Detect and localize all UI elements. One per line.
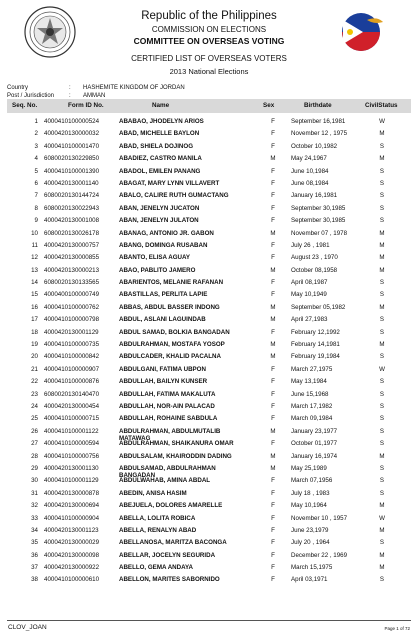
birthdate-cell: February 12,1992 [291, 328, 340, 336]
seq-cell: 38 [31, 576, 38, 584]
birthdate-cell: March 09,1984 [291, 415, 333, 423]
post-colon: : [69, 93, 71, 99]
form-id-cell: 6080020130133565 [44, 279, 100, 287]
sex-cell: F [271, 118, 275, 125]
form-id-cell: 4000410100000798 [44, 316, 100, 324]
birthdate-cell: February 19,1984 [291, 353, 340, 361]
form-id-cell: 4000410100000904 [44, 514, 100, 522]
footer-divider [7, 620, 411, 621]
sex-cell: M [270, 266, 276, 274]
form-id-cell: 4000410100001470 [44, 142, 100, 150]
sex-cell: F [271, 130, 275, 138]
name-cell: ABAD, MICHELLE BAYLON [119, 130, 200, 138]
name-cell: ABDUL, ASLANI LAGUINDAB [119, 316, 206, 324]
birthdate-cell: July 18 , 1983 [291, 489, 330, 497]
form-id-cell: 4000420130001130 [44, 464, 99, 472]
birthdate-cell: January 23,1977 [291, 427, 338, 435]
form-id-cell: 4000420130000694 [44, 502, 100, 510]
sex-cell: M [270, 452, 276, 460]
post-label: Post / Jurisdiction [7, 93, 55, 99]
birthdate-cell: February 14,1981 [291, 341, 340, 349]
seq-cell: 10 [31, 229, 38, 237]
seq-cell: 26 [31, 427, 38, 435]
table-row [0, 277, 418, 289]
form-id-cell: 4000410100001122 [44, 427, 99, 435]
birthdate-cell: May 25,1989 [291, 464, 327, 472]
form-id-cell: 4000410100000756 [44, 452, 100, 460]
footer-code: CLOV_JOAN [8, 624, 47, 631]
commission-name: COMMISSION ON ELECTIONS [151, 25, 267, 34]
birthdate-cell: April 03,1971 [291, 576, 328, 584]
civil-status-cell: M [379, 254, 385, 262]
civil-status-cell: M [379, 155, 385, 163]
seq-cell: 31 [31, 489, 38, 497]
birthdate-cell: November 07 , 1978 [291, 229, 348, 237]
name-cell: ABASTILLAS, PERLITA LAPIE [119, 291, 208, 299]
name-cell: ABABAO, JHODELYN ARIOS [119, 118, 204, 125]
sex-cell: F [271, 440, 275, 448]
seq-cell: 3 [34, 142, 38, 150]
table-row [0, 228, 418, 240]
form-id-cell: 6080020130144724 [44, 192, 100, 200]
table-row [0, 525, 418, 537]
form-id-cell: 6080020130022943 [44, 204, 100, 212]
sex-cell: F [271, 328, 275, 336]
civil-status-cell: S [379, 489, 385, 497]
form-id-cell: 4000410100001129 [44, 477, 99, 485]
civil-status-cell: S [379, 440, 385, 448]
sex-cell: M [270, 427, 276, 435]
page-number: Page 1 of 72 [384, 626, 410, 631]
name-cell: ABDULLAH, FATIMA MAKALUTA [119, 390, 216, 398]
sex-cell: F [271, 204, 275, 212]
sex-cell: F [271, 402, 275, 410]
table-row [0, 265, 418, 277]
table-row [0, 364, 418, 376]
location-info [7, 84, 411, 100]
civil-status-cell: M [379, 303, 385, 311]
civil-status-cell: S [379, 378, 385, 386]
name-cell: ABARIENTOS, MELANIE RAFANAN [119, 279, 224, 287]
birthdate-cell: July 20 , 1964 [291, 539, 330, 547]
birthdate-cell: June 10,1984 [291, 167, 329, 175]
birthdate-cell: September 05,1982 [291, 303, 346, 311]
sex-cell: M [270, 229, 276, 237]
table-row [0, 327, 418, 339]
name-cell: ABDULCADER, KHALID PACALNA [119, 353, 221, 361]
name-cell: ABALO, CALIRE RUTH GUMACTANG [119, 192, 229, 200]
form-id-cell: 4000420130000855 [44, 254, 100, 262]
birthdate-cell: January 16,1974 [291, 452, 338, 460]
civil-status-cell: S [379, 279, 385, 287]
form-id-cell: 4000420130000098 [44, 551, 100, 559]
name-cell: ABANG, DOMINGA RUSABAN [119, 241, 208, 249]
name-cell: ABDULSALAM, KHAIRODDIN DADING [119, 452, 232, 460]
sex-cell: F [271, 254, 275, 262]
civil-status-cell: M [379, 551, 385, 559]
seq-cell: 28 [31, 452, 38, 460]
table-row [0, 513, 418, 525]
table-row [0, 438, 418, 450]
form-id-cell: 4000410100000524 [44, 118, 100, 125]
table-row [0, 190, 418, 202]
country-value: HASHEMITE KINGDOM OF JORDAN [83, 85, 185, 91]
name-cell: ABDULWAHAB, AMINA ABDAL [119, 477, 211, 485]
birthdate-cell: August 23 , 1970 [291, 254, 338, 262]
seq-cell: 22 [31, 378, 38, 386]
col-seq: Seq. No. [12, 102, 38, 109]
table-row [0, 451, 418, 463]
table-row [0, 302, 418, 314]
col-sex: Sex [263, 102, 275, 109]
philippine-flag-icon [337, 10, 385, 54]
seq-cell: 33 [31, 514, 38, 522]
name-cell: ABANTO, ELISA AGUAY [119, 254, 191, 262]
birthdate-cell: November 10 , 1957 [291, 514, 348, 522]
civil-status-cell: M [379, 130, 385, 138]
civil-status-cell: M [379, 502, 385, 510]
seq-cell: 17 [31, 316, 38, 324]
name-cell: ABDULRAHMAN, SHAIKANURA OMAR [119, 440, 234, 448]
table-row [0, 562, 418, 574]
form-id-cell: 6080020130140470 [44, 390, 100, 398]
civil-status-cell: S [379, 464, 385, 472]
name-cell: ABELLA, LOLITA ROBICA [119, 514, 196, 522]
form-id-cell: 4000410100001390 [44, 167, 100, 175]
sex-cell: F [271, 390, 275, 398]
birthdate-cell: September 30,1985 [291, 204, 346, 212]
civil-status-cell: S [379, 142, 385, 150]
sex-cell: F [271, 526, 275, 534]
republic-title: Republic of the Philippines [141, 10, 277, 22]
seq-cell: 27 [31, 440, 38, 448]
seq-cell: 7 [34, 192, 38, 200]
seq-cell: 32 [31, 502, 38, 510]
form-id-cell: 4000410100000842 [44, 353, 100, 361]
seq-cell: 4 [34, 155, 38, 163]
country-label: Country [7, 85, 29, 91]
name-cell: ABADOL, EMILEN PANANG [119, 167, 201, 175]
sex-cell: F [271, 378, 275, 386]
voter-list [0, 116, 418, 587]
sex-cell: F [271, 192, 275, 200]
col-birthdate: Birthdate [304, 102, 332, 109]
birthdate-cell: May 13,1984 [291, 378, 327, 386]
birthdate-cell: June 08,1984 [291, 179, 329, 187]
seq-cell: 21 [31, 365, 38, 373]
name-cell: ABAN, JENELYN JUCATON [119, 204, 200, 212]
sex-cell: F [271, 241, 275, 249]
seq-cell: 36 [31, 551, 38, 559]
birthdate-cell: May 24,1967 [291, 155, 327, 163]
civil-status-cell: S [379, 204, 385, 212]
seq-cell: 37 [31, 564, 38, 572]
civil-status-cell: S [379, 291, 385, 299]
birthdate-cell: October 08,1958 [291, 266, 338, 274]
civil-status-cell: M [379, 229, 385, 237]
table-row [0, 153, 418, 165]
sex-cell: M [270, 353, 276, 361]
sex-cell: F [271, 167, 275, 175]
civil-status-cell: S [379, 576, 385, 584]
election-name: 2013 National Elections [169, 67, 249, 76]
civil-status-cell: M [379, 341, 385, 349]
table-row [0, 178, 418, 190]
form-id-cell: 4000420130000878 [44, 489, 100, 497]
name-cell: ABAN, JENELYN JULATON [119, 217, 199, 225]
form-id-cell: 4000420130001123 [44, 526, 99, 534]
name-cell: ABAO, PABLITO JAMERO [119, 266, 196, 274]
civil-status-cell: S [379, 167, 385, 175]
civil-status-cell: S [379, 179, 385, 187]
birthdate-cell: October 01,1977 [291, 440, 338, 448]
table-row [0, 166, 418, 178]
post-value: AMMAN [83, 93, 106, 99]
civil-status-cell: S [379, 415, 385, 423]
form-id-cell: 4000400100000749 [44, 291, 100, 299]
seq-cell: 25 [31, 415, 38, 423]
form-id-cell: 4000420130001129 [44, 328, 99, 336]
seq-cell: 8 [34, 204, 38, 212]
civil-status-cell: M [379, 241, 385, 249]
seq-cell: 1 [34, 118, 38, 125]
name-continuation-cell: MATAWAG [119, 434, 151, 442]
name-cell: ABELLANOSA, MARITZA BACONGA [119, 539, 227, 547]
name-cell: ABADIEZ, CASTRO MANILA [119, 155, 202, 163]
seq-cell: 14 [31, 279, 38, 287]
sex-cell: F [271, 477, 275, 485]
form-id-cell: 4000410100000762 [44, 303, 100, 311]
civil-status-cell: S [379, 192, 385, 200]
sex-cell: F [271, 291, 275, 299]
birthdate-cell: April 27,1983 [291, 316, 328, 324]
form-id-cell: 4000420130000922 [44, 564, 100, 572]
seq-cell: 15 [31, 291, 38, 299]
name-cell: ABDULRAHMAN, ABDULMUTALIB [119, 427, 221, 435]
civil-status-cell: W [379, 365, 385, 373]
table-row [0, 252, 418, 264]
birthdate-cell: March 27,1975 [291, 365, 333, 373]
birthdate-cell: June 15,1968 [291, 390, 329, 398]
name-cell: ABDUL SAMAD, BOLKIA BANGADAN [119, 328, 230, 336]
document-header [0, 0, 418, 84]
sex-cell: F [271, 415, 275, 423]
seq-cell: 16 [31, 303, 38, 311]
birthdate-cell: May 10,1949 [291, 291, 327, 299]
sex-cell: F [271, 576, 275, 584]
birthdate-cell: April 08,1987 [291, 279, 328, 287]
sex-cell: F [271, 489, 275, 497]
name-cell: ABDULLAH, BAILYN KUNSER [119, 378, 208, 386]
civil-status-cell: S [379, 328, 385, 336]
table-row [0, 389, 418, 401]
sex-cell: M [270, 464, 276, 472]
seq-cell: 11 [31, 241, 38, 249]
table-row [0, 463, 418, 479]
name-continuation-cell: BANGADAN [119, 471, 156, 479]
table-row [0, 116, 418, 128]
table-row [0, 128, 418, 140]
sex-cell: F [271, 179, 275, 187]
civil-status-cell: S [379, 316, 385, 324]
sex-cell: F [271, 564, 275, 572]
table-row [0, 500, 418, 512]
sex-cell: M [270, 316, 276, 324]
sex-cell: F [271, 365, 275, 373]
name-cell: ABDULGANI, FATIMA UBPON [119, 365, 206, 373]
sex-cell: F [271, 279, 275, 287]
seq-cell: 24 [31, 402, 38, 410]
birthdate-cell: March 07,1956 [291, 477, 333, 485]
form-id-cell: 4000420130000029 [44, 539, 100, 547]
committee-name: COMMITTEE ON OVERSEAS VOTING [133, 36, 285, 46]
name-cell: ABEJUELA, DOLORES AMARELLE [119, 502, 223, 510]
sex-cell: F [271, 217, 275, 225]
seq-cell: 23 [31, 390, 38, 398]
civil-status-cell: S [379, 477, 385, 485]
name-cell: ABANAG, ANTONIO JR. GABON [119, 229, 214, 237]
birthdate-cell: March 17,1982 [291, 402, 333, 410]
seq-cell: 34 [31, 526, 38, 534]
table-row [0, 215, 418, 227]
form-id-cell: 4000420130000757 [44, 241, 100, 249]
table-row [0, 289, 418, 301]
sex-cell: F [271, 514, 275, 522]
name-cell: ABELLON, MARITES SABORNIDO [119, 576, 220, 584]
table-row [0, 401, 418, 413]
sex-cell: F [271, 502, 275, 510]
table-row [0, 351, 418, 363]
civil-status-cell: S [379, 427, 385, 435]
birthdate-cell: January 16,1981 [291, 192, 338, 200]
civil-status-cell: S [379, 390, 385, 398]
form-id-cell: 6080020130229850 [44, 155, 100, 163]
table-row [0, 488, 418, 500]
civil-status-cell: S [379, 217, 385, 225]
table-row [0, 314, 418, 326]
name-cell: ABELLA, RENALYN ABAD [119, 526, 197, 534]
name-cell: ABEDIN, ANISA HASIM [119, 489, 187, 497]
name-cell: ABAGAT, MARY LYNN VILLAVERT [119, 179, 220, 187]
birthdate-cell: September 16,1981 [291, 118, 346, 125]
seq-cell: 13 [31, 266, 38, 274]
name-cell: ABELLO, GEMA ANDAYA [119, 564, 194, 572]
birthdate-cell: June 23,1979 [291, 526, 329, 534]
seq-cell: 35 [31, 539, 38, 547]
form-id-cell: 4000420130000213 [44, 266, 100, 274]
birthdate-cell: October 10,1982 [291, 142, 338, 150]
form-id-cell: 4000410100000610 [44, 576, 100, 584]
birthdate-cell: September 30,1985 [291, 217, 346, 225]
seq-cell: 5 [34, 167, 38, 175]
name-cell: ABDULLAH, ROHAINE SABDULA [119, 415, 218, 423]
table-row [0, 240, 418, 252]
form-id-cell: 4000410100000907 [44, 365, 100, 373]
civil-status-cell: M [379, 564, 385, 572]
seq-cell: 19 [31, 341, 38, 349]
seq-cell: 12 [31, 254, 38, 262]
civil-status-cell: M [379, 526, 385, 534]
civil-status-cell: M [379, 266, 385, 274]
birthdate-cell: May 10,1964 [291, 502, 327, 510]
table-row [0, 339, 418, 351]
form-id-cell: 4000410100000735 [44, 341, 100, 349]
table-row [0, 203, 418, 215]
name-cell: ABELLAR, JOCELYN SEGURIDA [119, 551, 216, 559]
country-colon: : [69, 85, 71, 91]
name-cell: ABAD, SHIELA DOJINOG [119, 142, 194, 150]
table-row [0, 376, 418, 388]
col-form-id: Form ID No. [68, 102, 104, 109]
seq-cell: 20 [31, 353, 38, 361]
civil-status-cell: M [379, 452, 385, 460]
table-row [0, 413, 418, 425]
col-civil-status: CivilStatus [365, 102, 398, 109]
name-cell: ABDULSAMAD, ABDULRAHMAN [119, 464, 216, 472]
form-id-cell: 4000410100000715 [44, 415, 100, 423]
sex-cell: F [271, 551, 275, 559]
civil-status-cell: W [379, 514, 385, 522]
seq-cell: 6 [34, 179, 38, 187]
table-row [0, 537, 418, 549]
birthdate-cell: July 26 , 1981 [291, 241, 330, 249]
civil-status-cell: S [379, 353, 385, 361]
form-id-cell: 4000410100000594 [44, 440, 100, 448]
sex-cell: F [271, 539, 275, 547]
seq-cell: 2 [34, 130, 38, 138]
name-cell: ABBAS, ABDUL BASSER INDONG [119, 303, 220, 311]
civil-status-cell: S [379, 539, 385, 547]
seq-cell: 18 [31, 328, 38, 336]
table-row [0, 574, 418, 586]
form-id-cell: 4000410100000876 [44, 378, 100, 386]
table-row [0, 550, 418, 562]
seq-cell: 29 [31, 464, 38, 472]
sex-cell: F [271, 142, 275, 150]
col-name: Name [152, 102, 170, 109]
table-row [0, 141, 418, 153]
civil-status-cell: W [379, 118, 385, 125]
form-id-cell: 4000420130000454 [44, 402, 100, 410]
table-row [0, 475, 418, 487]
list-title: CERTIFIED LIST OF OVERSEAS VOTERS [131, 54, 287, 63]
sex-cell: M [270, 303, 276, 311]
table-header [7, 99, 411, 113]
name-cell: ABDULLAH, NOR-AIN PALACAD [119, 402, 215, 410]
birthdate-cell: March 15,1975 [291, 564, 333, 572]
seq-cell: 9 [34, 217, 38, 225]
seq-cell: 30 [31, 477, 38, 485]
table-row [0, 426, 418, 442]
sex-cell: M [270, 155, 276, 163]
birthdate-cell: November 12 , 1975 [291, 130, 348, 138]
form-id-cell: 4000420130001008 [44, 217, 100, 225]
sex-cell: M [270, 341, 276, 349]
form-id-cell: 6080020130026178 [44, 229, 100, 237]
civil-status-cell: S [379, 402, 385, 410]
birthdate-cell: December 22 , 1969 [291, 551, 348, 559]
name-cell: ABDULRAHMAN, MOSTAFA YOSOP [119, 341, 225, 349]
form-id-cell: 4000420130001140 [44, 179, 99, 187]
form-id-cell: 4000420130000032 [44, 130, 100, 138]
